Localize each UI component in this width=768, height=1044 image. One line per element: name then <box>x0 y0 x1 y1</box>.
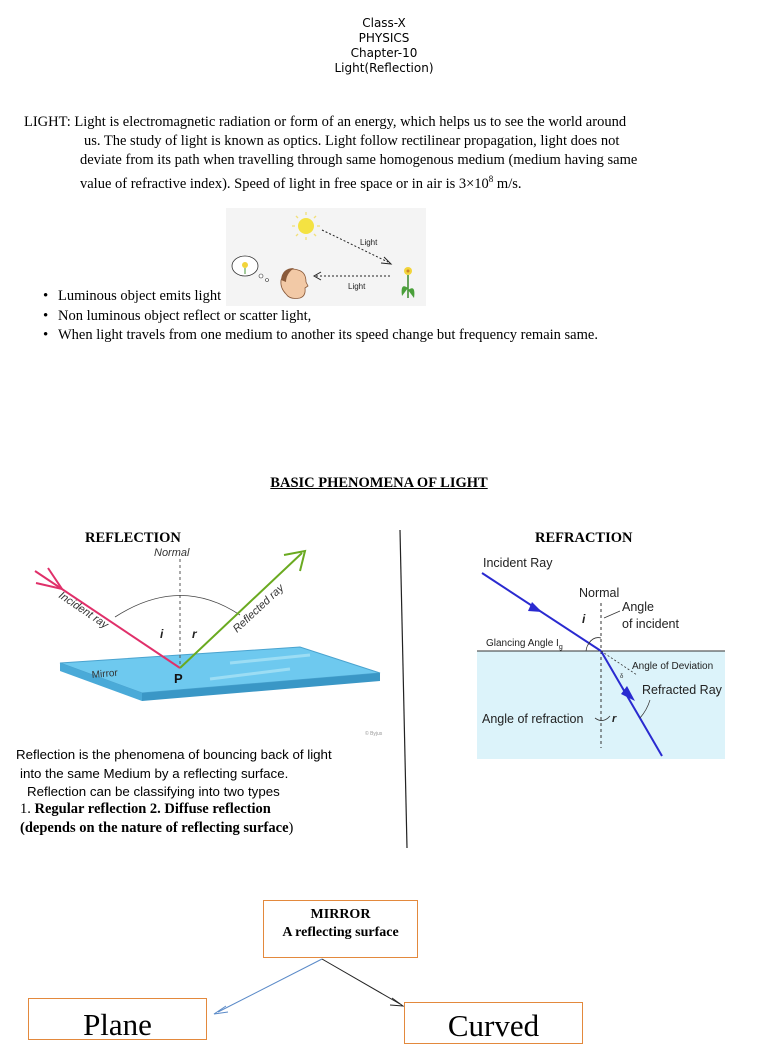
reflection-line-2: into the same Medium by a reflecting surface. <box>20 765 289 781</box>
reflection-types <box>20 800 271 819</box>
speed-text: value of refractive index). Speed of light in free space or in air is 3×10 <box>80 175 489 192</box>
mirror-box-subtitle: A reflecting surface <box>282 925 399 940</box>
plane-label: Plane <box>83 1007 152 1040</box>
credit-label: © Byjus <box>365 731 383 737</box>
normal-label: Normal <box>579 586 620 600</box>
reflection-angle-label: r <box>192 627 197 641</box>
class-label: Class-X <box>362 16 406 30</box>
normal-label: Normal <box>154 547 190 559</box>
intro-line-4 <box>80 170 522 194</box>
speed-exponent: 8 <box>488 174 494 184</box>
intro-line-2: us. The study of light is known as optics. Light follow rectilinear propagation, light does not <box>84 133 620 149</box>
reflection-title: REFLECTION <box>85 530 181 546</box>
angle-incident-label-1: Angle <box>622 600 654 614</box>
lower-light-label: Light <box>348 282 366 291</box>
reflection-diagram <box>30 545 390 740</box>
reflection-description <box>16 746 332 802</box>
note-open-paren: ( <box>20 820 25 836</box>
incident-ray-label: Incident ray <box>56 589 111 632</box>
tree-connectors <box>200 956 420 1016</box>
deviation-label: Angle of Deviation <box>632 661 714 672</box>
intro-text-1: Light is electromagnetic radiation or form of an energy, which helps us to see the world around <box>74 114 627 130</box>
types-number: 1. <box>20 801 35 817</box>
mirror-box <box>263 900 418 958</box>
mirror-label: Mirror <box>91 667 119 681</box>
light-facts-list <box>40 287 598 346</box>
subject-label: PHYSICS <box>358 31 410 45</box>
reflection-note <box>20 819 293 838</box>
refracted-ray-label: Refracted Ray <box>642 683 722 697</box>
incident-angle-symbol: i <box>582 612 586 626</box>
intro-line-3: deviate from its path when travelling through same homogenous medium (medium having same <box>80 152 638 168</box>
reflection-line-3: Reflection can be classifying into two types <box>27 784 280 799</box>
angle-incident-label-2: of incident <box>622 617 679 631</box>
list-item: • Luminous object emits light <box>40 287 598 307</box>
intro-line-1 <box>24 113 626 132</box>
list-item: • Non luminous object reflect or scatter light, <box>40 307 598 327</box>
arrow-to-plane <box>218 959 322 1012</box>
incident-ray-label: Incident Ray <box>483 556 553 570</box>
reflected-ray-label: Reflected ray <box>230 582 287 636</box>
point-label: P <box>174 671 183 686</box>
angle-of-refraction-label: Angle of refraction <box>482 712 584 726</box>
reflection-line-1: Reflection is the phenomena of bouncing back of light <box>16 747 332 762</box>
speed-unit: m/s. <box>493 175 522 192</box>
refraction-diagram <box>472 548 734 763</box>
intro-label: LIGHT: <box>24 114 71 130</box>
refraction-angle-symbol: r <box>612 713 617 725</box>
list-item: • When light travels from one medium to another its speed change but frequency remain same. <box>40 326 598 346</box>
curved-label: Curved <box>447 1008 540 1043</box>
arrow-to-curved <box>322 959 400 1004</box>
topic-label: Light(Reflection) <box>334 61 434 75</box>
types-text: Regular reflection 2. Diffuse reflection <box>34 801 271 817</box>
chapter-label: Chapter-10 <box>350 46 418 60</box>
delta-symbol: δ <box>620 674 624 680</box>
plane-mirror-box <box>28 998 207 1040</box>
section-title: BASIC PHENOMENA OF LIGHT <box>270 475 488 491</box>
angle-arc <box>115 595 240 617</box>
glancing-angle-label: Glancing Angle $I_g$ <box>486 638 563 651</box>
curved-mirror-box <box>404 1002 583 1044</box>
incidence-angle-label: i <box>160 627 164 641</box>
note-text: depends on the nature of reflecting surface <box>24 820 289 836</box>
mirror-box-title: MIRROR <box>310 907 371 922</box>
column-divider <box>398 528 410 850</box>
note-close-paren: ) <box>288 820 294 836</box>
refraction-title: REFRACTION <box>535 530 633 546</box>
upper-light-label: Light <box>360 238 378 247</box>
